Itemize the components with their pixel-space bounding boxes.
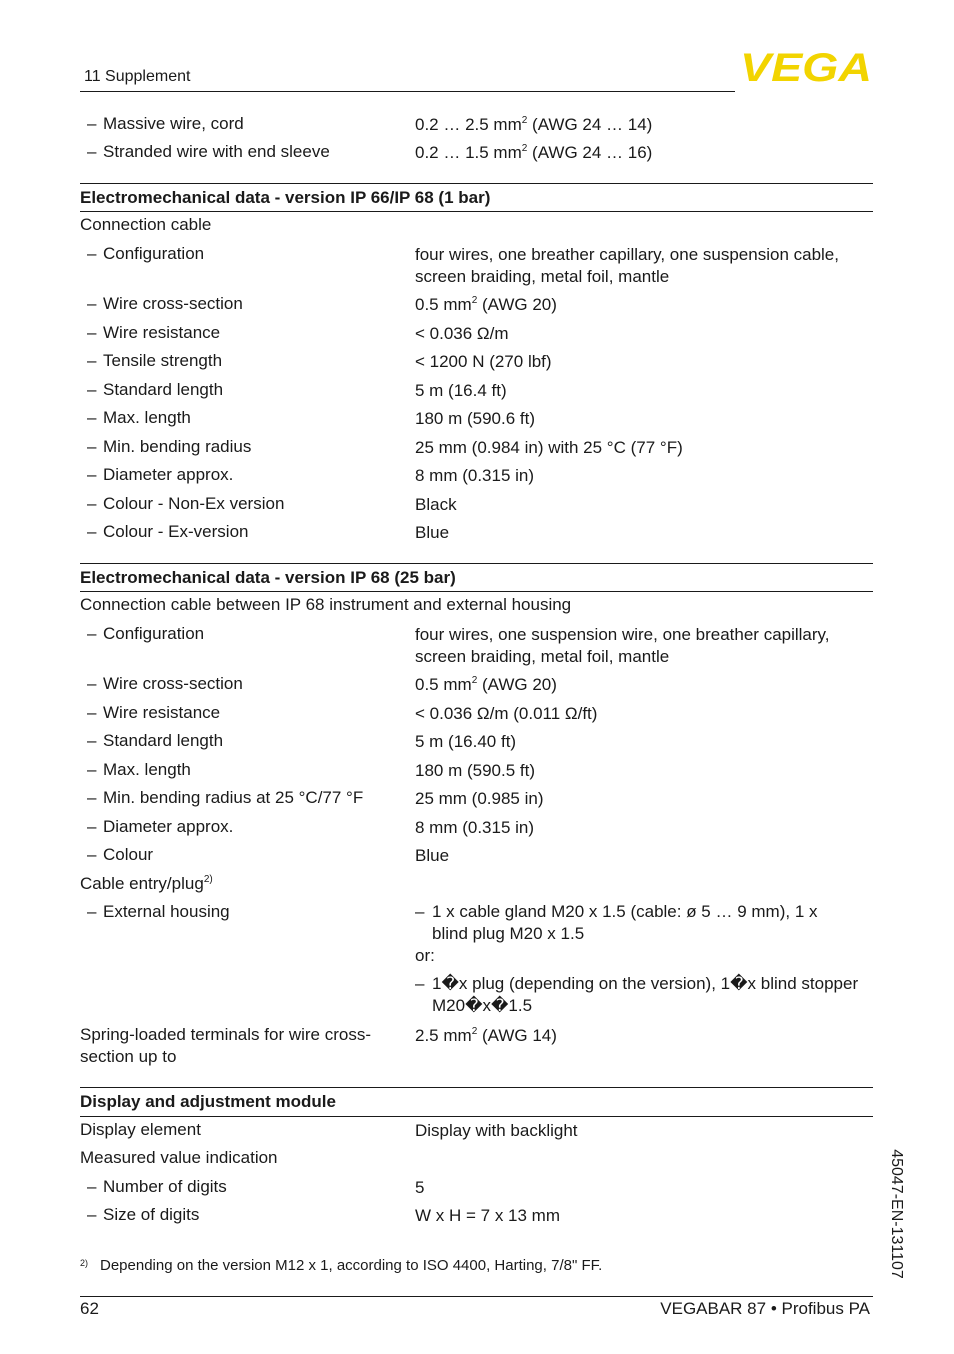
- row-label: Tensile strength: [103, 351, 223, 370]
- row-label: Size of digits: [103, 1205, 200, 1224]
- list-item: [0, 465, 954, 487]
- row-label: Number of digits: [103, 1177, 227, 1196]
- ext-item-1-line-2: blind plug M20 x 1.5: [432, 924, 585, 943]
- list-item: [0, 323, 954, 345]
- row-value: 25 mm (0.985 in): [415, 789, 544, 808]
- row-value: 8 mm (0.315 in): [415, 817, 535, 837]
- list-item: [0, 522, 954, 544]
- row-label: Colour - Non-Ex version: [103, 493, 285, 513]
- footer-rule: [80, 1296, 873, 1297]
- row-label: Wire cross-section: [103, 674, 243, 693]
- row-value: 5: [415, 1178, 425, 1197]
- row-label: Min. bending radius at 25 °C/77 °F: [103, 788, 364, 807]
- row-label: Stranded wire with end sleeve: [103, 142, 330, 161]
- vega-logo-graphic: [740, 48, 873, 84]
- row-label: Massive wire, cord: [103, 114, 244, 133]
- dash-icon: –: [87, 731, 97, 750]
- list-item: [0, 1205, 954, 1227]
- row-value-continued: screen braiding, metal foil, mantle: [415, 647, 670, 666]
- row-label: Colour - Ex-version: [103, 522, 249, 541]
- dash-icon: –: [87, 902, 97, 921]
- row-label: Wire resistance: [103, 702, 221, 722]
- row-label: Min. bending radius: [103, 436, 252, 456]
- row-label: Diameter approx.: [103, 465, 234, 484]
- row-value: 0.2 … 1.5 $mm^2$ (AWG 24 … 16): [415, 143, 653, 162]
- spring-label-line-1: Spring-loaded terminals for wire cross-: [80, 1025, 371, 1044]
- dash-icon: –: [87, 294, 97, 313]
- document-code: 45047-EN-131107: [888, 1149, 905, 1279]
- dash-icon: –: [87, 436, 97, 456]
- row-label: Configuration: [103, 624, 205, 643]
- dash-icon: –: [87, 114, 97, 133]
- list-item: [0, 494, 954, 516]
- dash-icon: –: [415, 902, 425, 921]
- dash-icon: –: [87, 408, 97, 427]
- dash-icon: –: [87, 322, 97, 342]
- row-label: Configuration: [103, 244, 205, 263]
- section-rule: [80, 591, 873, 592]
- dash-icon: –: [87, 244, 97, 263]
- list-item: [0, 437, 954, 459]
- page-number: 62: [80, 1299, 99, 1318]
- dash-icon: –: [87, 465, 97, 484]
- row-value: four wires, one suspension wire, one breather capillary,: [415, 625, 830, 644]
- spring-label-line-2: section up to: [80, 1047, 177, 1066]
- section-rule: [80, 563, 873, 564]
- list-item: [0, 351, 954, 373]
- list-item: [0, 114, 954, 136]
- section-rule: [80, 1116, 873, 1117]
- row-label: Standard length: [103, 731, 224, 750]
- section-subtitle: Connection cable between IP 68 instrument and external housing: [80, 595, 572, 614]
- header-section-label: 11 Supplement: [84, 68, 191, 85]
- row-value: 0.5 $mm^2$ (AWG 20): [415, 675, 557, 694]
- row-value: W x H = 7 x 13 mm: [415, 1206, 560, 1225]
- row-label: Colour: [103, 845, 154, 864]
- dash-icon: –: [87, 351, 97, 370]
- row-value: four wires, one breather capillary, one suspension cable,: [415, 245, 839, 264]
- row-value: 8 mm (0.315 in): [415, 466, 535, 485]
- ext-item-2-line-2: M20�x�1.5: [432, 996, 533, 1015]
- header-rule: [80, 91, 735, 92]
- row-value: 5 m (16.4 ft): [415, 380, 507, 400]
- row-value: 5 m (16.40 ft): [415, 732, 517, 751]
- section-title: Electromechanical data - version IP 68 (25 bar): [80, 568, 456, 587]
- row-label: Diameter approx.: [103, 816, 234, 836]
- dash-icon: –: [87, 624, 97, 643]
- row-value: 0.2 … 2.5 $mm^2$ (AWG 24 … 14): [415, 115, 653, 134]
- footnote-marker: 2): [80, 1258, 89, 1268]
- row-label: Max. length: [103, 408, 191, 427]
- list-item: [0, 674, 954, 696]
- display-element-value: Display with backlight: [415, 1121, 578, 1140]
- footer-product: VEGABAR 87 • Profibus PA: [660, 1299, 870, 1318]
- dash-icon: –: [87, 759, 97, 779]
- row-label: Wire cross-section: [103, 294, 243, 313]
- list-item: [0, 408, 954, 430]
- section-title: Electromechanical data - version IP 66/IP 68 (1 bar): [80, 188, 491, 207]
- section-rule: [80, 183, 873, 184]
- list-item: [0, 760, 954, 782]
- dash-icon: –: [87, 1177, 97, 1196]
- dash-icon: –: [87, 788, 97, 807]
- row-value: 25 mm (0.984 in) with 25 °C (77 °F): [415, 437, 683, 457]
- ext-or: or:: [415, 946, 435, 965]
- dash-icon: –: [87, 522, 97, 541]
- dash-icon: –: [87, 702, 97, 722]
- row-label: Max. length: [103, 759, 191, 779]
- list-item: [0, 731, 954, 753]
- section-title: Display and adjustment module: [80, 1092, 336, 1111]
- list-item: [0, 624, 954, 646]
- list-item: [0, 142, 954, 164]
- row-value-continued: screen braiding, metal foil, mantle: [415, 267, 670, 286]
- row-value: < 1200 N (270 lbf): [415, 352, 552, 371]
- row-value: 0.5 $mm^2$ (AWG 20): [415, 295, 557, 314]
- section-subtitle: Connection cable: [80, 215, 212, 234]
- list-item: [0, 788, 954, 810]
- spring-value: 2.5 $mm^2$ (AWG 14): [415, 1026, 557, 1045]
- dash-icon: –: [87, 816, 97, 836]
- list-item: [0, 294, 954, 316]
- row-value: < 0.036 Ω/m (0.011 Ω/ft): [415, 703, 598, 723]
- row-label: External housing: [103, 902, 230, 921]
- list-item: [0, 1177, 954, 1199]
- ext-item-2-line-1: 1�x plug (depending on the version), 1�x blind stopper: [432, 974, 859, 993]
- row-value: Blue: [415, 846, 450, 865]
- footnote-text: Depending on the version M12 x 1, according to ISO 4400, Harting, 7/8" FF.: [100, 1257, 603, 1274]
- row-value: < 0.036 Ω/m: [415, 323, 509, 343]
- measured-value-label: Measured value indication: [80, 1148, 278, 1167]
- list-item: [0, 817, 954, 839]
- vega-logo-text: VEGA: [740, 48, 872, 84]
- list-item: [0, 703, 954, 725]
- list-item: [0, 380, 954, 402]
- dash-icon: –: [415, 974, 425, 993]
- dash-icon: –: [87, 1205, 97, 1224]
- section-rule: [80, 211, 873, 212]
- row-label: Standard length: [103, 379, 224, 399]
- section-rule: [80, 1087, 873, 1088]
- list-item: [0, 845, 954, 867]
- dash-icon: –: [87, 845, 97, 864]
- list-item: [0, 244, 954, 266]
- row-value: Blue: [415, 523, 450, 542]
- ext-item-1-line-1: 1 x cable gland M20 x 1.5 (cable: ø 5 … 9 mm), 1 x: [432, 902, 818, 921]
- dash-icon: –: [87, 674, 97, 693]
- row-value: 180 m (590.5 ft): [415, 760, 536, 780]
- row-label: Wire resistance: [103, 322, 221, 342]
- cable-entry-label: Cable entry/plug$^{2)}$: [80, 874, 213, 893]
- vega-logo: [740, 48, 873, 84]
- display-element-label: Display element: [80, 1120, 201, 1139]
- dash-icon: –: [87, 379, 97, 399]
- dash-icon: –: [87, 142, 97, 161]
- row-value: 180 m (590.6 ft): [415, 409, 536, 428]
- dash-icon: –: [87, 493, 97, 513]
- row-value: Black: [415, 494, 457, 514]
